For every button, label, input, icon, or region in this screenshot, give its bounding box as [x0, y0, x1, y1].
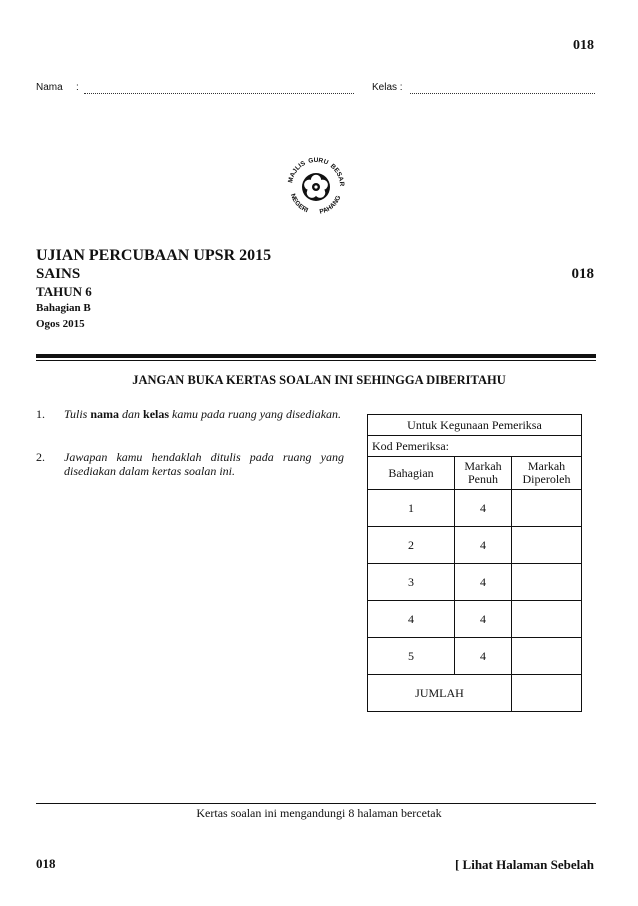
paper-code-bottom: 018	[36, 856, 56, 871]
full-marks-cell: 4	[455, 564, 512, 601]
logo-text-bottom-left: NEGERI	[288, 192, 309, 215]
instruction-bold-name: nama	[90, 407, 120, 421]
obtained-marks-cell[interactable]	[512, 601, 582, 638]
paper-code-right: 018	[571, 266, 594, 282]
instruction-bold-class: kelas	[143, 407, 170, 421]
section-label: Bahagian B	[36, 302, 91, 314]
name-field[interactable]	[84, 83, 354, 94]
logo-text-top: GURU	[307, 156, 330, 167]
instruction-2	[36, 450, 346, 480]
header-line: Markah	[527, 459, 566, 473]
subject-title: SAINS	[36, 266, 81, 282]
section-number-cell: 5	[368, 638, 455, 675]
crest-emblem-icon	[282, 152, 350, 220]
column-header-full-marks	[455, 457, 512, 490]
class-label: Kelas :	[372, 82, 403, 93]
table-row	[368, 564, 582, 601]
section-number-cell: 2	[368, 527, 455, 564]
full-marks-cell: 4	[455, 601, 512, 638]
examiner-code-field[interactable]: Kod Pemeriksa:	[368, 436, 582, 457]
header-line: Diperoleh	[522, 472, 571, 486]
instruction-1	[36, 407, 346, 437]
examiner-table	[367, 414, 582, 712]
svg-text:GURU	[308, 157, 330, 167]
name-colon: :	[76, 82, 79, 93]
logo-text-right: BESAR	[328, 162, 346, 187]
total-label: JUMLAH	[368, 675, 512, 712]
full-marks-cell: 4	[455, 527, 512, 564]
divider-thick	[36, 354, 596, 358]
table-row	[368, 638, 582, 675]
section-number-cell: 4	[368, 601, 455, 638]
table-row	[368, 601, 582, 638]
year-label: TAHUN 6	[36, 284, 92, 299]
next-page-notice: [ Lihat Halaman Sebelah	[454, 857, 594, 872]
logo-text-left: MAJLIS	[287, 159, 307, 184]
total-marks-cell[interactable]	[512, 675, 582, 712]
instruction-text-part: kamu pada ruang yang disediakan.	[169, 407, 342, 421]
header-line: Penuh	[468, 472, 498, 486]
instruction-text-part: dan	[119, 407, 144, 421]
instruction-number: 2.	[36, 450, 45, 464]
paper-code-top: 018	[573, 38, 594, 53]
full-marks-cell: 4	[455, 638, 512, 675]
page-count-note: Kertas soalan ini mengandungi 8 halaman bercetak	[196, 806, 442, 820]
exam-date: Ogos 2015	[36, 318, 85, 330]
divider-thin	[36, 360, 596, 361]
full-marks-cell: 4	[455, 490, 512, 527]
column-header-section: Bahagian	[368, 457, 455, 490]
total-row	[368, 675, 582, 712]
examiner-table-title: Untuk Kegunaan Pemeriksa	[368, 415, 582, 436]
instruction-text-part: Tulis	[64, 407, 91, 421]
table-row	[368, 490, 582, 527]
obtained-marks-cell[interactable]	[512, 638, 582, 675]
table-row	[368, 527, 582, 564]
section-number-cell: 1	[368, 490, 455, 527]
footer-divider	[36, 803, 596, 804]
exam-title: UJIAN PERCUBAAN UPSR 2015	[36, 247, 272, 264]
section-number-cell: 3	[368, 564, 455, 601]
svg-text:BESAR	[329, 163, 345, 187]
warning-notice: JANGAN BUKA KERTAS SOALAN INI SEHINGGA DIBERITAHU	[132, 373, 506, 387]
logo-text-bottom-right: PAHANG	[318, 194, 343, 216]
obtained-marks-cell[interactable]	[512, 527, 582, 564]
majlis-guru-besar-logo	[282, 152, 350, 220]
instruction-text: Jawapan kamu hendaklah ditulis pada ruang yang disediakan dalam kertas soalan ini.	[64, 450, 344, 478]
instruction-text	[64, 407, 344, 421]
name-label: Nama	[36, 82, 63, 93]
obtained-marks-cell[interactable]	[512, 490, 582, 527]
header-line: Markah	[464, 459, 502, 473]
obtained-marks-cell[interactable]	[512, 564, 582, 601]
class-field[interactable]	[410, 83, 595, 94]
instruction-number: 1.	[36, 407, 45, 421]
column-header-obtained-marks	[512, 457, 582, 490]
